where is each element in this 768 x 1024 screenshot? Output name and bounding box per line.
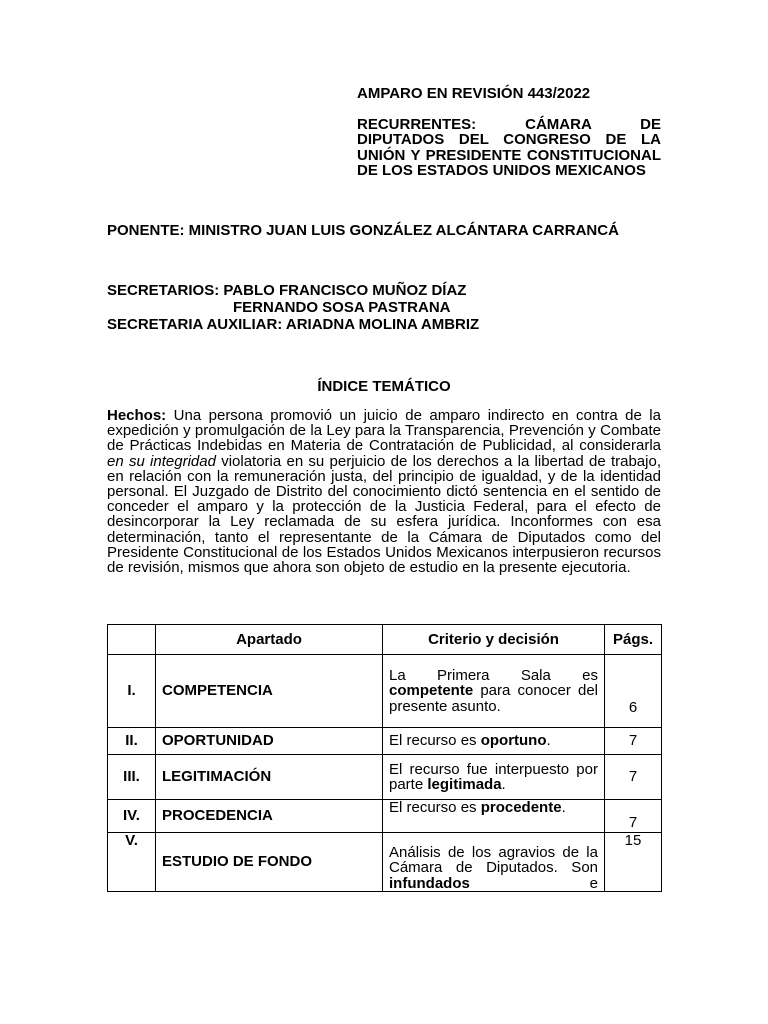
- hechos-paragraph: [107, 408, 661, 575]
- row-apartado: LEGITIMACIÓN: [156, 755, 383, 800]
- secretarios-line: FERNANDO SOSA PASTRANA: [233, 299, 451, 316]
- row-pags: 6: [605, 655, 662, 728]
- case-header: [357, 86, 661, 179]
- row-criterio: La Primera Sala es competente para conocer del presente asunto.: [383, 655, 605, 728]
- table-row: [108, 755, 662, 800]
- table-header-row: [108, 625, 662, 655]
- table-header-cell: Apartado: [156, 625, 383, 655]
- ponente: PONENTE: MINISTRO JUAN LUIS GONZÁLEZ ALCÁNTARA CARRANCÁ: [107, 222, 619, 239]
- row-apartado: ESTUDIO DE FONDO: [156, 833, 383, 892]
- secretarios-line: SECRETARIOS: PABLO FRANCISCO MUÑOZ DÍAZ: [107, 282, 467, 299]
- indice-table: [107, 624, 662, 892]
- table-header-cell: Criterio y decisión: [383, 625, 605, 655]
- recurrentes: RECURRENTES: CÁMARA DE DIPUTADOS DEL CONGRESO DE LA UNIÓN Y PRESIDENTE CONSTITUCIONAL DE LOS ESTADOS UNIDOS MEXICANOS: [357, 115, 661, 179]
- hechos-label: Hechos:: [107, 407, 167, 424]
- row-criterio: El recurso fue interpuesto por parte legitimada.: [383, 755, 605, 800]
- table-row: [108, 833, 662, 892]
- row-apartado: OPORTUNIDAD: [156, 728, 383, 755]
- table-header-cell: [108, 625, 156, 655]
- table-header-cell: Págs.: [605, 625, 662, 655]
- secretarios-block: [107, 282, 661, 333]
- row-pags: 7: [605, 755, 662, 800]
- row-criterio: El recurso es oportuno.: [383, 728, 605, 755]
- row-apartado: COMPETENCIA: [156, 655, 383, 728]
- row-number: I.: [108, 655, 156, 728]
- row-pags: 15: [605, 833, 662, 892]
- row-pags: 7: [605, 728, 662, 755]
- hechos-text: violatoria en su perjuicio de los derechos a la libertad de trabajo, en relación con la remuneración justa, del principio de igualdad, y de la identidad personal. El Juzgado de Distrito del conocimiento dictó sentencia en el sentido de conceder el amparo y la protección de la Justicia Federal, para el efecto de desincorporar la Ley reclamada de su esfera jurídica. Inconformes con esa determinación, tanto el representante de la Cámara de Diputados como del Presidente Constitucional de los Estados Unidos Mexicanos interpusieron recursos de revisión, mismos que ahora son objeto de estudio en la presente ejecutoria.: [107, 452, 661, 577]
- case-number: AMPARO EN REVISIÓN 443/2022: [357, 85, 591, 102]
- row-apartado: PROCEDENCIA: [156, 800, 383, 833]
- row-number: IV.: [108, 800, 156, 833]
- hechos-text: Una persona promovió un juicio de amparo indirecto en contra de la expedición y promulgación de la Ley para la Transparencia, Prevención y Combate de Prácticas Indebidas en Materia de Contratación de Publicidad, al considerarla: [107, 407, 661, 455]
- indice-title: ÍNDICE TEMÁTICO: [317, 378, 451, 395]
- row-pags: 7: [605, 800, 662, 833]
- secretaria-auxiliar-line: SECRETARIA AUXILIAR: ARIADNA MOLINA AMBRIZ: [107, 316, 480, 333]
- table-row: [108, 655, 662, 728]
- hechos-italic: en su integridad: [107, 452, 216, 470]
- row-number: V.: [108, 833, 156, 892]
- row-criterio: Análisis de los agravios de la Cámara de Diputados. Son infundados e: [383, 833, 605, 892]
- row-criterio: El recurso es procedente.: [383, 800, 605, 833]
- table-row: [108, 800, 662, 833]
- row-number: III.: [108, 755, 156, 800]
- table-row: [108, 728, 662, 755]
- row-number: II.: [108, 728, 156, 755]
